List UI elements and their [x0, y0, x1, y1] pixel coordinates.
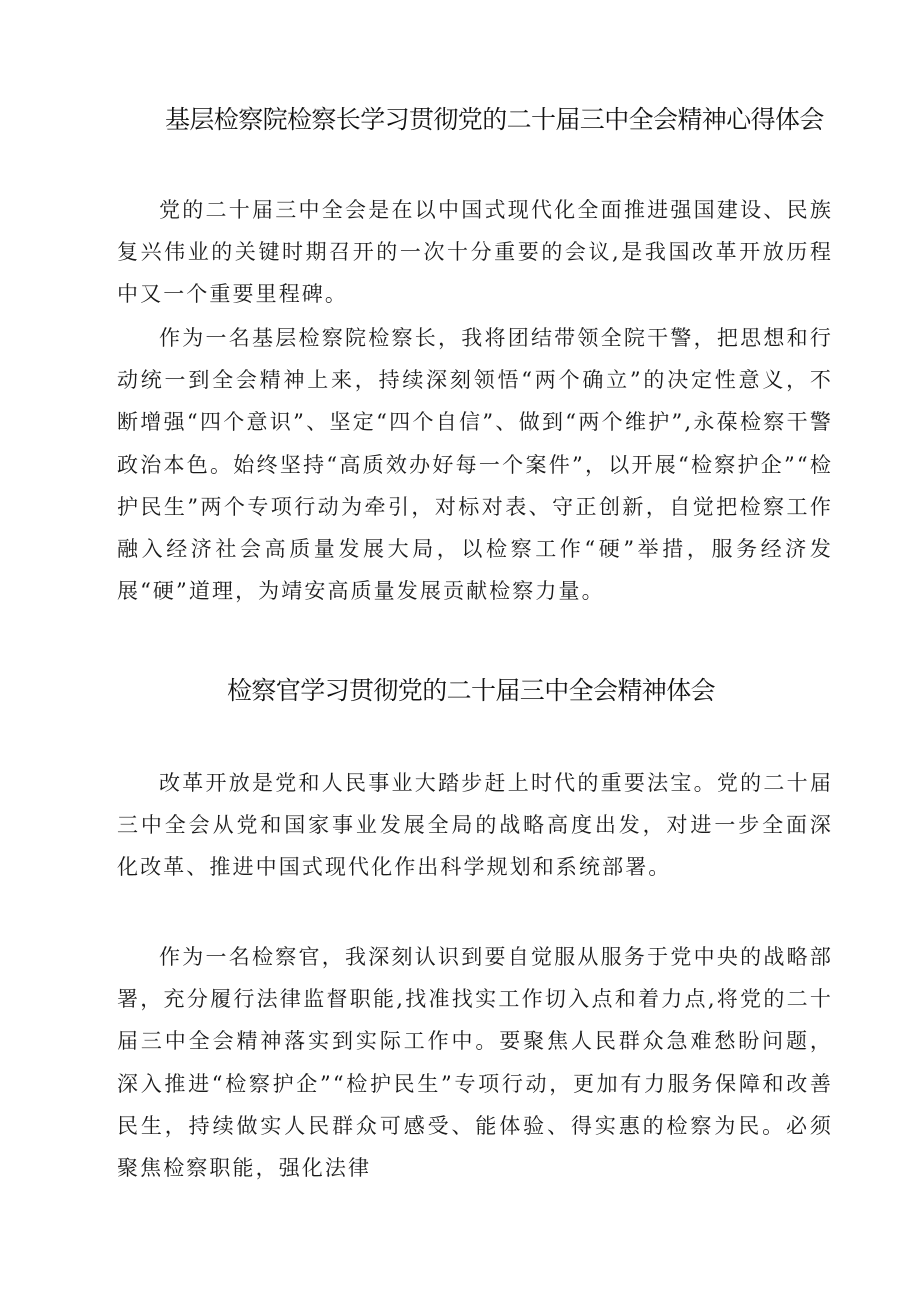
section-2-paragraph-2: 作为一名检察官，我深刻认识到要自觉服从服务于党中央的战略部署，充分履行法律监督职能,找准找实工作切入点和着力点,将党的二十届三中全会精神落实到实际工作中。要聚焦人民群众急难愁盼问题，深入推进“检察护企”“检护民生”专项行动，更加有力服务保障和改善民生，持续做实人民群众可感受、能体验、得实惠的检察为民。必须聚焦检察职能，强化法律	[117, 945, 833, 1181]
section-1-paragraph-1: 党的二十届三中全会是在以中国式现代化全面推进强国建设、民族复兴伟业的关键时期召开的一次十分重要的会议,是我国改革开放历程中又一个重要里程碑。	[117, 198, 833, 307]
section-2-paragraph-1: 改革开放是党和人民事业大踏步赶上时代的重要法宝。党的二十届三中全会从党和国家事业发展全局的战略高度出发，对进一步全面深化改革、推进中国式现代化作出科学规划和系统部署。	[117, 771, 833, 880]
section-1-paragraph-2: 作为一名基层检察院检察长，我将团结带领全院干警，把思想和行动统一到全会精神上来，持续深刻领悟“两个确立”的决定性意义，不断增强“四个意识”、坚定“四个自信”、做到“两个维护”,永葆检察干警政治本色。始终坚持“高质效办好每一个案件”，以开展“检察护企”“检护民生”两个专项行动为牵引，对标对表、守正创新，自觉把检察工作融入经济社会高质量发展大局，以检察工作“硬”举措，服务经济发展“硬”道理，为靖安高质量发展贡献检察力量。	[117, 326, 833, 604]
section-1-title: 基层检察院检察长学习贯彻党的二十届三中全会精神心得体会	[165, 105, 824, 134]
section-2-title: 检察官学习贯彻党的二十届三中全会精神体会	[227, 676, 716, 705]
